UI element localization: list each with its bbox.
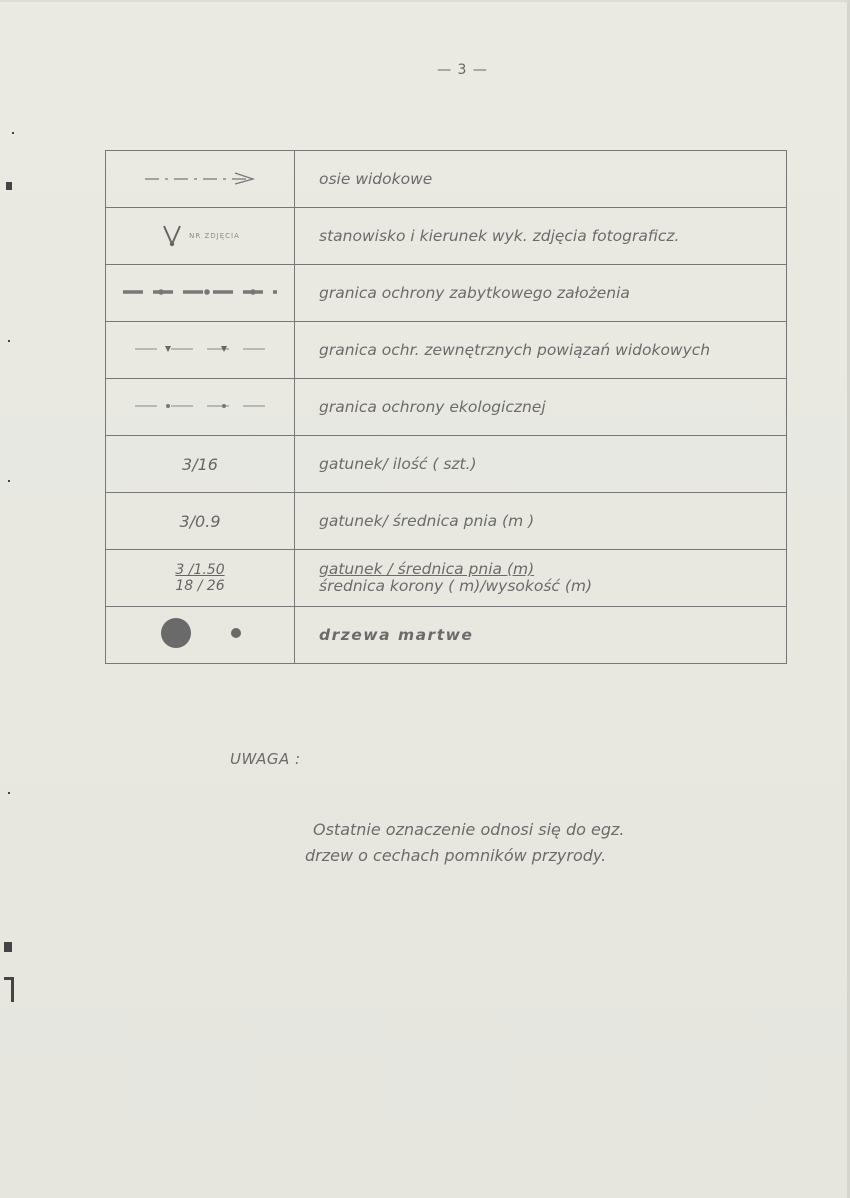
dead-tree-symbol: [106, 607, 295, 664]
scan-mark: [8, 340, 10, 342]
description-bottom: średnica korony ( m)/wysokość (m): [319, 577, 593, 595]
legend-description: drzewa martwe: [295, 607, 787, 664]
legend-description: osie widokowe: [295, 151, 787, 208]
legend-table: [105, 150, 787, 664]
scan-mark: [12, 132, 14, 134]
legend-row: [106, 208, 787, 265]
scan-mark: [6, 182, 12, 190]
species-count-fraction: 3/16: [182, 454, 218, 474]
note-line-1: Ostatnie oznaczenie odnosi się do egz.: [313, 820, 625, 839]
tree-metrics-fraction: [175, 562, 224, 594]
scan-mark: [8, 792, 10, 794]
species-diameter-fraction: 3/0.9: [179, 511, 221, 531]
legend-description: granica ochrony zabytkowego założenia: [295, 265, 787, 322]
dash-dot-heavy-icon: [115, 285, 285, 299]
scan-mark: [11, 977, 14, 1002]
legend-row: [106, 265, 787, 322]
fraction-bottom: 18 / 26: [175, 578, 225, 594]
legend-description: granica ochrony ekologicznej: [295, 379, 787, 436]
camera-position-symbol: [106, 208, 295, 265]
fraction-top: 3 /1.50: [175, 562, 225, 578]
camera-direction-icon: [160, 222, 184, 250]
legend-row: [106, 493, 787, 550]
view-axis-symbol: [106, 151, 295, 208]
tree-metrics-symbol: [106, 550, 295, 607]
legend-row: [106, 322, 787, 379]
camera-label: NR ZDJĘCIA: [189, 232, 240, 240]
legend-description: gatunek/ średnica pnia (m ): [295, 493, 787, 550]
legend-row: [106, 436, 787, 493]
legend-row: [106, 607, 787, 664]
dash-dot-light-icon: [125, 399, 275, 413]
legend-description: granica ochr. zewnętrznych powiązań widokowych: [295, 322, 787, 379]
legend-description: stanowisko i kierunek wyk. zdjęcia fotograficz.: [295, 208, 787, 265]
dash-arrow-icon: [135, 167, 265, 187]
note-text: [305, 817, 624, 869]
scan-mark: [4, 942, 12, 952]
legend-description-stacked: [295, 550, 787, 607]
note-line-2: drzew o cechach pomników przyrody.: [305, 846, 607, 865]
ecological-boundary-symbol: [106, 379, 295, 436]
species-count-symbol: [106, 436, 295, 493]
legend-row: [106, 151, 787, 208]
heritage-boundary-symbol: [106, 265, 295, 322]
dash-triangle-icon: [125, 342, 275, 356]
page-number: — 3 —: [437, 62, 488, 78]
note-label: UWAGA :: [230, 750, 301, 768]
dead-tree-dots-icon: [130, 613, 270, 653]
scan-mark: [8, 480, 10, 482]
legend-description: gatunek/ ilość ( szt.): [295, 436, 787, 493]
external-view-boundary-symbol: [106, 322, 295, 379]
legend-row: [106, 379, 787, 436]
species-diameter-symbol: [106, 493, 295, 550]
legend-row: [106, 550, 787, 607]
description-top: gatunek / średnica pnia (m): [319, 560, 535, 578]
